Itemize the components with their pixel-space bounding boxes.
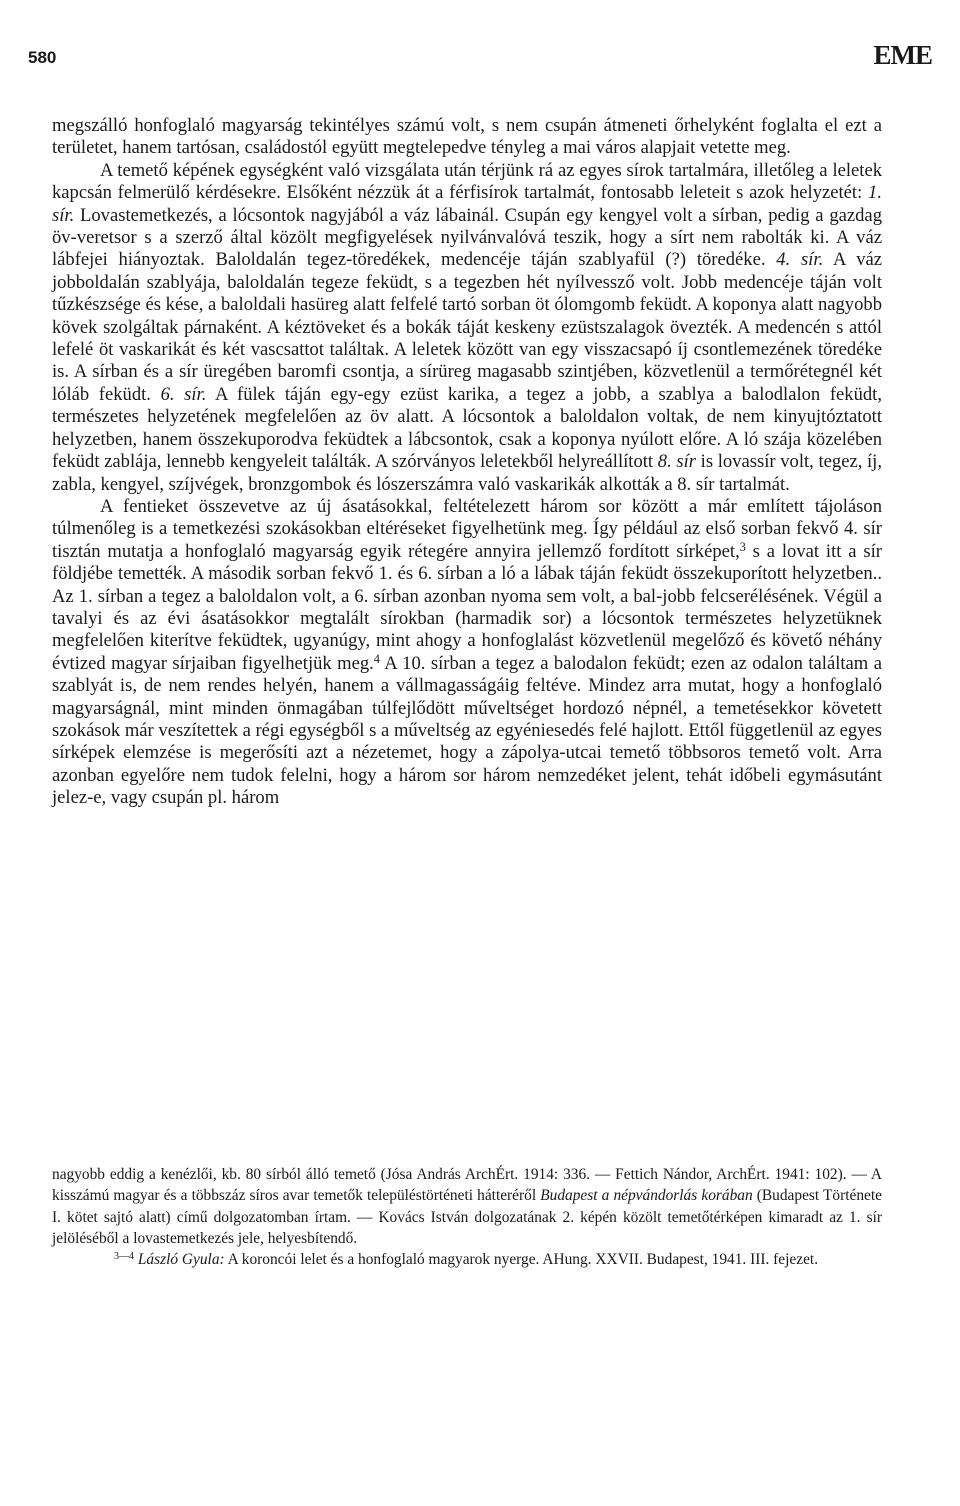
paragraph-2 (52, 160, 882, 496)
grave-6-label: 6. sír. (160, 383, 207, 405)
footnote-continued-text-b: (Budapest Története I. kötet sajtó alatt) című dolgozatomban írtam. — Kovács István dolgozatának 2. képén közölt temetőtérképen kimaradt az 1. sír jelöléséből a lovastemetkezés jele, helyesbítendő. (52, 1187, 882, 1247)
footnote-continued (52, 1164, 882, 1249)
footnote-marker: 3—4 (114, 1251, 134, 1263)
footnotes (52, 1164, 882, 1270)
paragraph-3-text-c: A 10. sírban a tegez a balodalon feküdt; ezen az odalon találtam a szablyát is, de nem rendes helyén, hanem a vállmagasságáig feltéve. Mindez arra mutat, hogy a honfoglaló magyarságnál, mint minden önmagában túlfejlődött műveltséget hordozó népnél, a temetésekkor követett szokások már veszítettek a régi egységből s a műveltség az egyéniesedés felé hajlott. Ettől függetlenül az egyes sírképek elemzése is megerősíti azt a nézetemet, hogy a zápolya-utcai temető többsoros temető volt. Arra azonban egyelőre nem tudok felelni, hogy a három sor három nemzedéket jelent, tehát időbeli egymásutánt jelez-e, vagy csupán pl. három (52, 652, 882, 809)
footnote-book-title: Budapest a népvándorlás korában (540, 1187, 753, 1205)
paragraph-2-text-a: A temető képének egységként való vizsgálata után térjünk rá az egyes sírok tartalmára, illetőleg a leletek kapcsán felmerülő kérdésekre. Elsőként nézzük át a férfisírok tartalmát, fontosabb leleteit s azok helyzetét: (52, 159, 882, 204)
footnote-3-4-text: A koroncói lelet és a honfoglaló magyarok nyerge. AHung. XXVII. Budapest, 1941. III. fejezet. (224, 1251, 819, 1269)
paragraph-2-text-e: is lovassír volt, tegez, íj, zabla, kengyel, szíjvégek, bronzgombok és lószerszámra való vaskarikák alkották a 8. sír tartalmát. (52, 451, 882, 495)
paragraph-1-text: megszálló honfoglaló magyarság tekintélyes számú volt, s nem csupán átmeneti őrhelyként foglalta el ezt a területet, hanem tartósan, családostól együtt megtelepedve tényleg a mai város alapjait vetette meg. (52, 115, 882, 159)
main-text (52, 115, 882, 810)
grave-1-label: 1. sír. (52, 182, 882, 226)
paragraph-2-text-c: A váz jobboldalán szablyája, baloldalán tegeze feküdt, s a tegezben hét nyílvessző volt. Jobb medencéje táján volt tűzkészsége és kése, a baloldali hasüreg alatt felfelé tartó sorban öt ólomgomb feküdt. A koponya alatt nagyobb kövek szolgáltak párnaként. A kéztöveket és a bokák táját keskeny ezüstszalagok övezték. A medencén s attól lefelé öt vaskarikát és két vascsattot találtak. A leletek között van egy visszacsapó íj csontlemezének töredéke is. A sírban és a sír üregében baromfi csontja, a sírüreg magasabb szintjében, közvetlenül a termőrétegnél két lóláb feküdt. (52, 249, 882, 405)
page-number: 580 (28, 48, 57, 67)
paragraph-3-text-b: s a lovat itt a sír földjébe temették. A második sorban fekvő 1. és 6. sírban a ló a lábak táján feküdt összekuporított helyzetben.. Az 1. sírban a tegez a baloldalon volt, a 6. sírban azonban nyoma sem volt, a bal-jobb felcserélésének. Végül a tavalyi és az évi ásatásokkor megtalált sírokban (harmadik sor) a lócsontok természetes helyzetüknek megfelelően kiterítve feküdtek, ugyanúgy, mint ahogy a honfoglalást közvetlenül megelőző és követő néhány évtized magyar sírjaiban figyelhetjük meg. (52, 540, 882, 674)
footnote-ref-4: 4 (373, 651, 380, 666)
footnote-continued-text-a: nagyobb eddig a kenézlői, kb. 80 sírból álló temető (Jósa András ArchÉrt. 1914: 336. — Fettich Nándor, ArchÉrt. 1941: 102). — A kisszámú magyar és a többszáz síros avar temetők településtörténeti hátteréről (52, 1166, 882, 1205)
paragraph-3 (52, 496, 882, 810)
footnote-3-4 (52, 1249, 882, 1270)
paragraph-2-text-b: Lovastemetkezés, a lócsontok nagyjából a váz lábainál. Csupán egy kengyel volt a sírban, pedig a gazdag öv-veretsor s a szerző által közölt megfigyelések nyilvánvalóvá teszik, hogy a sírt nem rabolták ki. A váz lábfejei hiányoztak. Baloldalán tegez-töredékek, medencéje táján szablyafül (?) töredéke. (52, 204, 882, 271)
paragraph-1 (52, 115, 882, 160)
paragraph-3-text-a: A fentieket összevetve az új ásatásokkal, feltételezett három sor között a már említett tájoláson túlmenőleg is a temetkezési szokásokban eltéréseket figyelhetünk meg. Így például az első sorban fekvő 4. sír tisztán mutatja a honfoglaló magyarság egyik rétegére annyira jellemző fordított sírképet, (52, 495, 882, 562)
paragraph-2-text-d: A fülek táján egy-egy ezüst karika, a tegez a jobb, a szablya a balodlalon feküdt, természetes helyzetének megfelelően az öv alatt. A lócsontok a baloldalon voltak, de nem kinyujtóztatott helyzetben, hanem összekuporodva feküdtek a lábcsontok, csak a koponya nyúlott előre. A ló szája közelében feküdt zablája, lennebb kengyeleit találták. A szórványos leletekből helyreállított (52, 383, 882, 473)
page-header (28, 40, 932, 80)
grave-8-label: 8. sír (657, 451, 697, 473)
footnote-author: László Gyula: (137, 1251, 225, 1269)
grave-4-label: 4. sír. (776, 249, 824, 271)
footnote-ref-3: 3 (739, 539, 746, 554)
journal-abbreviation: EME (873, 40, 932, 70)
